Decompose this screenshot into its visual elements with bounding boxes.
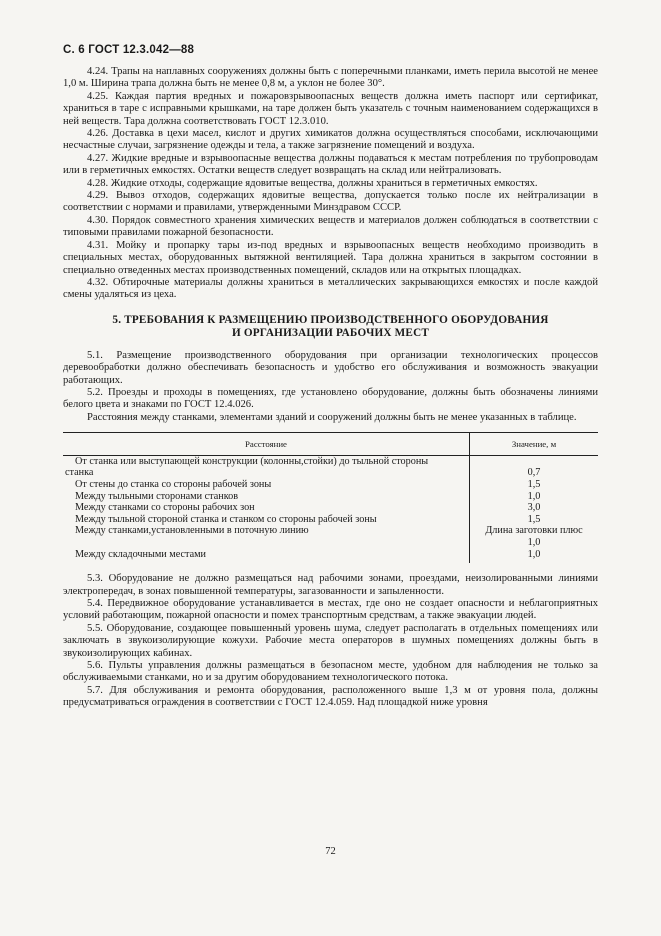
row-value: 1,5 — [470, 479, 599, 491]
paragraph-5-4: 5.4. Передвижное оборудование устанавливается в местах, где оно не создает опасности и неблагоприятных условий работающим, пожарной опасности и помех транспортным средствам, а также эвакуации людей. — [63, 597, 598, 622]
row-label: Между станками со стороны рабочих зон — [75, 502, 255, 514]
row-label: От станка или выступающей конструкции (колонны,стойки) до тыльной стороны — [75, 455, 429, 467]
table-row — [63, 549, 598, 564]
row-label: Между складочными местами — [75, 548, 207, 560]
paragraph-4-29: 4.29. Вывоз отходов, содержащих ядовитые вещества, допускается только после их нейтрализации в соответствии с нормами и правилами, утвержденными Минздравом СССР. — [63, 190, 598, 214]
table-row — [63, 514, 598, 526]
table-row — [63, 525, 598, 537]
row-value-continuation: 1,0 — [470, 537, 599, 549]
row-value: 1,0 — [470, 491, 599, 503]
column-header-distance: Расстояние — [63, 433, 470, 456]
table-row — [63, 479, 598, 491]
paragraph-4-28: 4.28. Жидкие отходы, содержащие ядовитые вещества, должны храниться в герметичных емкостях. — [87, 177, 538, 189]
paragraph-5-2: 5.2. Проезды и проходы в помещениях, где установлено оборудование, должны быть обозначены линиями белого цвета и знаками по ГОСТ 12.4.026. — [63, 386, 598, 411]
paragraphs-bottom — [63, 573, 598, 709]
row-value: 1,5 — [470, 514, 599, 526]
section-title-line-1: 5. ТРЕБОВАНИЯ К РАЗМЕЩЕНИЮ ПРОИЗВОДСТВЕННОГО ОБОРУДОВАНИЯ — [112, 313, 549, 326]
table-row — [63, 502, 598, 514]
row-value: 0,7 — [470, 467, 599, 479]
table-header-row — [63, 433, 598, 456]
paragraph-4-24: 4.24. Трапы на наплавных сооружениях должны быть с поперечными планками, иметь перила высотой не менее 1,0 м. Ширина трапа должна быть не менее 0,8 м, а уклон не более 30°. — [63, 66, 598, 90]
paragraph-4-27: 4.27. Жидкие вредные и взрывоопасные вещества должны подаваться к местам потребления по трубопроводам или в герметичных емкостях. Остатки веществ следует возвращать на склад или нейтрализовать. — [63, 152, 598, 177]
column-header-value: Значение, м — [470, 433, 599, 456]
row-label: Между тыльной стороной станка и станком со стороны рабочей зоны — [75, 513, 377, 525]
table-row — [63, 537, 598, 549]
row-value: 1,0 — [470, 549, 599, 564]
paragraphs-top — [63, 66, 598, 302]
paragraph-4-31: 4.31. Мойку и пропарку тары из-под вредных и взрывоопасных веществ необходимо производить в специальных местах, оборудованных вытяжной вентиляцией. Тара должна храниться в закрытом состоянии в специально отведенных местах производственных помещений, складов или на открытых площадках. — [63, 239, 598, 276]
table-row — [63, 455, 598, 467]
row-label: Между тыльными сторонами станков — [75, 490, 239, 502]
table-row — [63, 491, 598, 503]
row-label: Между станками,установленными в поточную линию — [75, 525, 309, 537]
paragraph-5-6: 5.6. Пульты управления должны размещаться в безопасном месте, удобном для наблюдения не только за обслуживаемыми станками, но и за другим оборудованием технологического потока. — [63, 659, 598, 684]
paragraph-5-1: 5.1. Размещение производственного оборудования при организации технологических процессов деревообработки должно обеспечивать безопасность и удобство его обслуживания и возможность эвакуации работающих. — [63, 349, 598, 386]
section-title-line-2: И ОРГАНИЗАЦИИ РАБОЧИХ МЕСТ — [231, 326, 430, 339]
paragraph-4-32: 4.32. Обтирочные материалы должны храниться в металлических закрывающихся емкостях и после каждой смены удаляться из цеха. — [63, 276, 598, 301]
page-number: 72 — [325, 846, 336, 857]
table-row — [63, 467, 598, 479]
paragraph-table-intro: Расстояния между станками, элементами зданий и сооружений должны быть не менее указанных в таблице. — [87, 411, 577, 423]
row-label: От стены до станка со стороны рабочей зоны — [75, 478, 272, 490]
paragraph-5-7: 5.7. Для обслуживания и ремонта оборудования, расположенного выше 1,3 м от уровня пола, должны предусматриваться ограждения в соответствии с ГОСТ 12.4.059. Над площадкой ниже уровня — [63, 684, 598, 709]
row-label-continuation: станка — [65, 467, 94, 479]
paragraph-5-5: 5.5. Оборудование, создающее повышенный уровень шума, следует располагать в отдельных помещениях или заключать в звукоизолирующие кожухи. Рабочие места операторов в шумных помещениях должны быть в звукоизолирующих кабинах. — [63, 622, 598, 659]
paragraph-4-30: 4.30. Порядок совместного хранения химических веществ и материалов должен соблюдаться в соответствии с типовыми правилами пожарной безопасности. — [63, 214, 598, 239]
paragraph-4-25: 4.25. Каждая партия вредных и пожаровзрывоопасных веществ должна иметь паспорт или сертификат, храниться в таре с исправными крышками, на таре должен быть указатель с точным наименованием содержащихся в ней веществ. Тара должна соответствовать ГОСТ 12.3.010. — [63, 90, 598, 127]
running-header: С. 6 ГОСТ 12.3.042—88 — [63, 44, 195, 56]
row-value: Длина заготовки плюс — [470, 525, 599, 537]
paragraph-5-3: 5.3. Оборудование не должно размещаться над рабочими зонами, проездами, неизолированными линиями электропередач, в зонах повышенной температуры, загазованности и запыленности. — [63, 573, 598, 597]
section-title — [63, 314, 598, 340]
paragraph-4-26: 4.26. Доставка в цехи масел, кислот и других химикатов должна осуществляться способами, исключающими несчастные случаи, загрязнение одежды и тела, а также загрязнение помещений и воздуха. — [63, 128, 598, 152]
row-value: 3,0 — [470, 502, 599, 514]
paragraphs-mid — [63, 350, 598, 424]
distance-table — [63, 432, 598, 563]
